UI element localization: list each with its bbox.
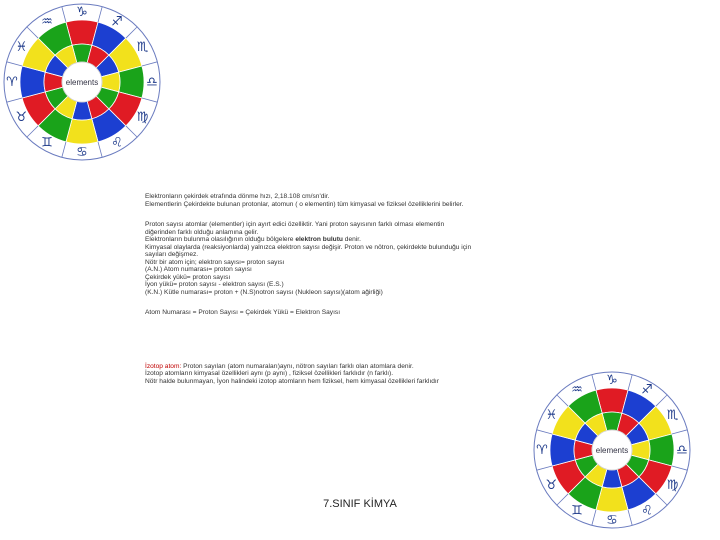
zodiac-sign-icon: ♋ xyxy=(606,513,618,528)
zodiac-sign-icon: ♏ xyxy=(666,408,679,423)
note-line: (A.N.) Atom numarası= proton sayısı xyxy=(145,266,252,273)
note-line: Nötr halde bulunmayan, İyon halindeki izotop atomların hem fiziksel, hem kimyasal özellikleri farklıdır xyxy=(145,377,439,385)
zodiac-sign-icon: ♓ xyxy=(545,408,558,423)
elements-wheel-graphic xyxy=(532,370,692,530)
note-line xyxy=(145,236,575,244)
zodiac-sign-icon: ♍ xyxy=(666,478,679,493)
zodiac-sign-icon: ♑ xyxy=(606,373,618,388)
zodiac-sign-icon: ♉ xyxy=(15,110,28,125)
wheel-center-label: elements xyxy=(65,78,99,87)
zodiac-sign-icon: ♎ xyxy=(676,443,688,458)
isotope-term: İzotop atom: xyxy=(145,362,182,370)
zodiac-sign-icon: ♒ xyxy=(41,14,53,30)
note-text: Elektronların bulunma olasılığının olduğu bölgelere xyxy=(145,236,294,243)
zodiac-sign-icon: ♐ xyxy=(111,14,123,30)
elements-wheel-graphic xyxy=(2,2,162,162)
elements-zodiac-wheel-bottom-right xyxy=(532,370,692,530)
elements-zodiac-wheel-top-left xyxy=(2,2,162,162)
zodiac-sign-icon: ♊ xyxy=(41,135,53,151)
note-line: sayıları değişmez. xyxy=(145,251,199,258)
zodiac-sign-icon: ♑ xyxy=(76,5,88,20)
note-line: Elementlerin Çekirdekte bulunan protonlar, atomun ( o elementin) tüm kimyasal ve fiziksel özelliklerini belirler. xyxy=(145,200,464,208)
note-line: İzotop atomların kimyasal özellikleri aynı (p aynı) , fiziksel özellikleri farklıdır (n farklı). xyxy=(145,370,394,377)
zodiac-sign-icon: ♈ xyxy=(536,443,548,458)
note-line: (K.N.) Kütle numarası= proton + (N.S)notron sayısı (Nukleon sayısı)(atom ağirliği) xyxy=(145,288,383,296)
zodiac-sign-icon: ♌ xyxy=(641,503,653,519)
note-line: İyon yükü= proton sayısı - elektron sayısı (E.S.) xyxy=(145,281,284,288)
zodiac-sign-icon: ♈ xyxy=(6,75,18,90)
zodiac-sign-icon: ♍ xyxy=(136,110,149,125)
zodiac-sign-icon: ♌ xyxy=(111,135,123,151)
zodiac-sign-icon: ♏ xyxy=(136,40,149,55)
electron-cloud-term: elektron bulutu xyxy=(295,236,343,243)
note-line: Çekirdek yükü= proton sayısı xyxy=(145,273,231,281)
note-line xyxy=(145,363,575,371)
note-text: Proton sayıları (atom numaraları)aynı, nötron sayıları farklı olan atomlara denir. xyxy=(183,362,414,370)
note-line: Nötr bir atom için; elektron sayısı= proton sayısı xyxy=(145,258,285,266)
zodiac-sign-icon: ♎ xyxy=(146,75,158,90)
zodiac-sign-icon: ♐ xyxy=(641,382,653,398)
note-line: Proton sayısı atomlar (elementler) için ayırt edici özelliktir. Yani proton sayısının farklı olması elementin xyxy=(145,221,445,228)
wheel-center-label: elements xyxy=(595,446,629,455)
zodiac-sign-icon: ♒ xyxy=(571,382,583,398)
footer-label: 7.SINIF KİMYA xyxy=(323,498,397,510)
zodiac-sign-icon: ♋ xyxy=(76,145,88,160)
formula-line: Atom Numarası = Proton Sayısı = Çekirdek Yükü = Elektron Sayısı xyxy=(145,309,341,316)
zodiac-sign-icon: ♊ xyxy=(571,503,583,519)
note-line: diğerinden farklı olduğu anlamına gelir. xyxy=(145,228,259,236)
note-line: Elektronların çekirdek etrafında dönme hızı, 2,18.108 cm/sn'dir. xyxy=(145,193,330,200)
zodiac-sign-icon: ♓ xyxy=(15,40,28,55)
note-line: Kimyasal olaylarda (reaksiyonlarda) yalnızca elektron sayısı değişir. Proton ve nötron, çekirdekte bulunduğu için xyxy=(145,243,472,251)
chemistry-notes xyxy=(145,193,575,385)
zodiac-sign-icon: ♉ xyxy=(545,478,558,493)
note-text: denir. xyxy=(344,236,361,243)
